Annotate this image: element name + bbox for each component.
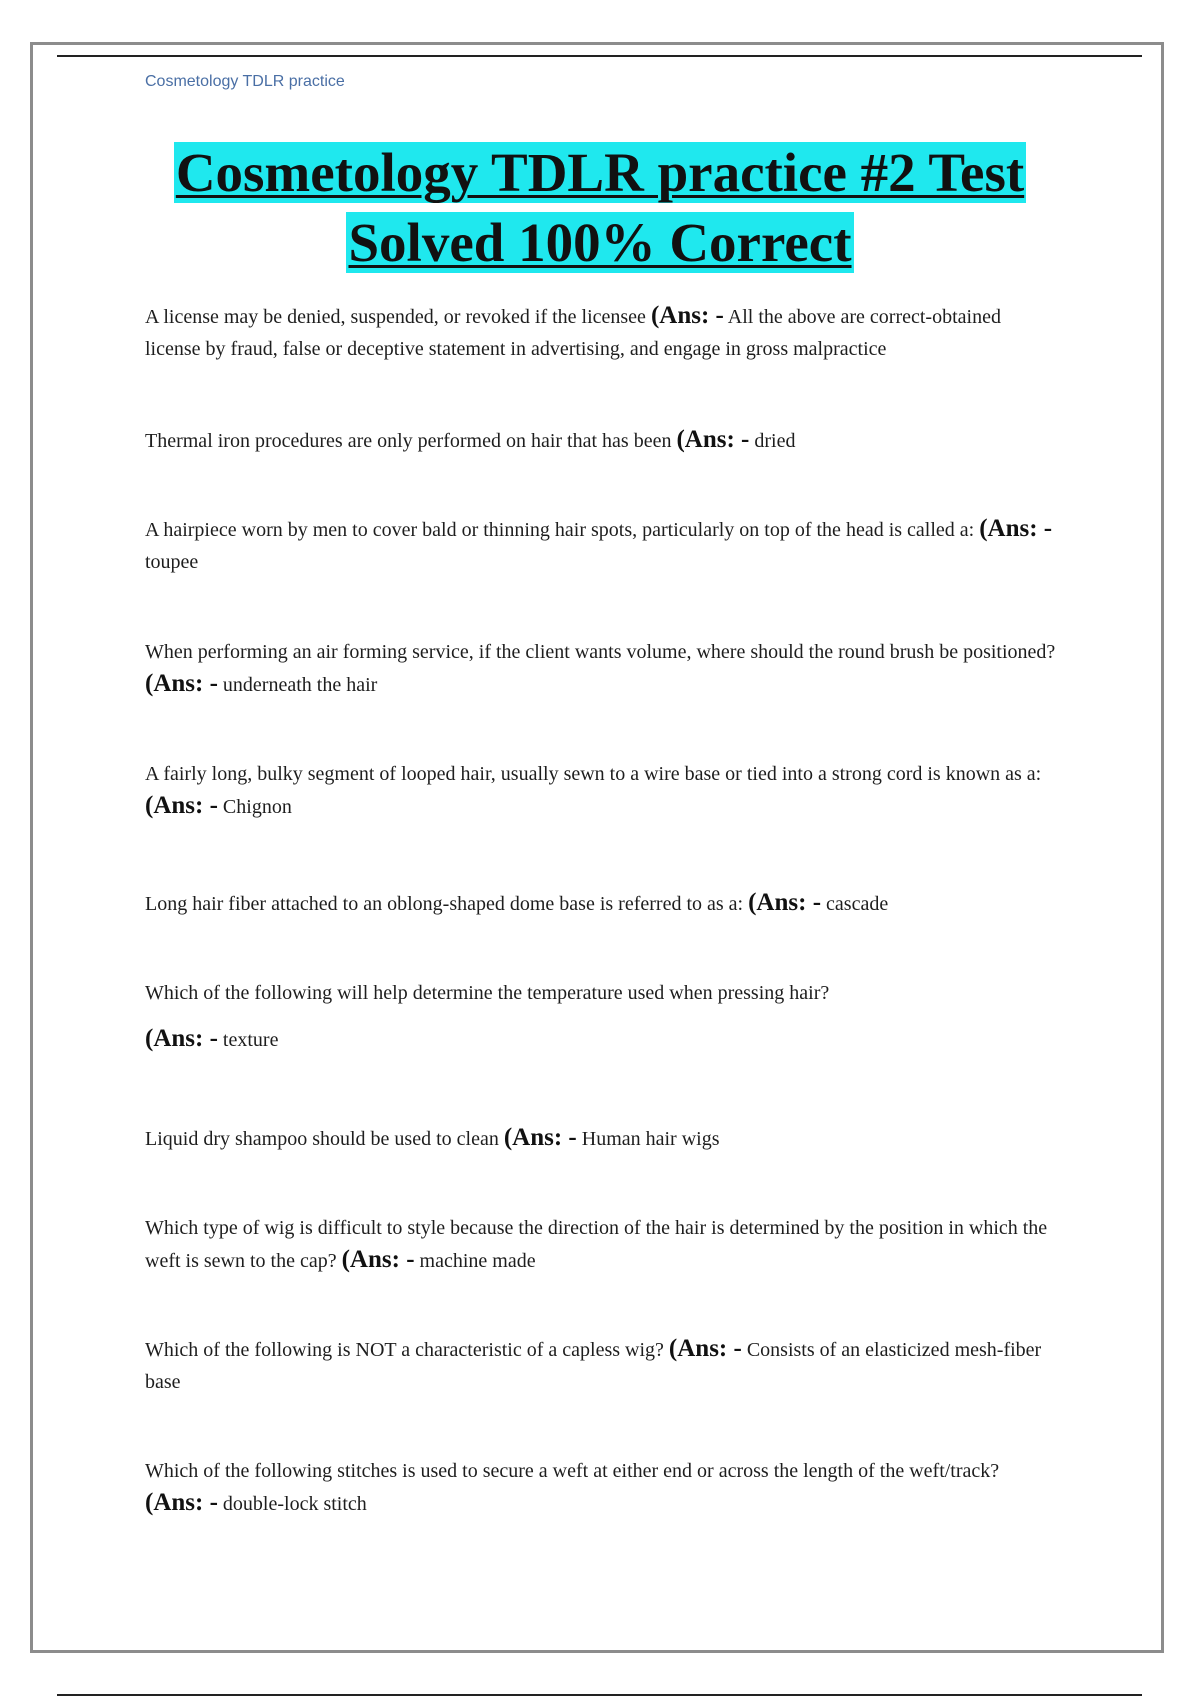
- question-item: [145, 1212, 1060, 1277]
- answer-text: machine made: [419, 1250, 536, 1272]
- answer-label: (Ans: -: [668, 1335, 742, 1362]
- question-item: [145, 887, 1060, 920]
- question-item: [145, 636, 1060, 701]
- answer-text: Chignon: [222, 796, 292, 818]
- question-text: Which type of wig is difficult to style because the direction of the hair is determined by the position in which the weft is sewn to the cap?: [145, 1217, 1048, 1272]
- answer-label: (Ans: -: [748, 889, 822, 916]
- answer-label: (Ans: -: [145, 792, 218, 819]
- question-text: A hairpiece worn by men to cover bald or thinning hair spots, particularly on top of the head is called a:: [145, 519, 975, 541]
- header-rule: [57, 55, 1142, 57]
- question-item: [145, 758, 1060, 823]
- question-item: [145, 977, 1060, 1056]
- question-text: Long hair fiber attached to an oblong-shaped dome base is referred to as a:: [145, 893, 744, 915]
- answer-text: double-lock stitch: [222, 1493, 367, 1515]
- question-text: Which of the following stitches is used to secure a weft at either end or across the length of the weft/track?: [145, 1460, 1000, 1482]
- answer-label: (Ans: -: [503, 1124, 577, 1151]
- answer-text: All the above are correct-obtained license by fraud, false or deceptive statement in advertising, and engage in gross malpractice: [145, 306, 1001, 360]
- answer-text: Human hair wigs: [581, 1128, 720, 1150]
- question-item: [145, 300, 1060, 365]
- question-text: A license may be denied, suspended, or revoked if the licensee: [145, 306, 646, 328]
- question-text: Liquid dry shampoo should be used to clean: [145, 1128, 499, 1150]
- page-frame: [30, 42, 1164, 1653]
- question-item: [145, 424, 1060, 457]
- question-text: Thermal iron procedures are only performed on hair that has been: [145, 430, 672, 452]
- answer-label: (Ans: -: [145, 670, 218, 697]
- answer-text: underneath the hair: [222, 674, 378, 696]
- title-line-2: Solved 100% Correct: [348, 212, 852, 273]
- answer-text: cascade: [826, 893, 889, 915]
- title-line-1: Cosmetology TDLR practice #2 Test: [175, 142, 1025, 203]
- answer-label: (Ans: -: [676, 426, 750, 453]
- answer-text: Consists of an elasticized mesh-fiber base: [145, 1339, 1042, 1393]
- question-text: Which of the following is NOT a characteristic of a capless wig?: [145, 1339, 664, 1361]
- answer-label: (Ans: -: [650, 302, 724, 329]
- question-text: Which of the following will help determine the temperature used when pressing hair?: [145, 982, 830, 1004]
- footer-rule: [57, 1694, 1142, 1696]
- page-title: [100, 138, 1100, 278]
- answer-label: (Ans: -: [341, 1246, 415, 1273]
- question-item: [145, 1455, 1060, 1520]
- answer-line: [145, 1023, 1060, 1056]
- answer-text: texture: [222, 1029, 279, 1051]
- question-item: [145, 1122, 1060, 1155]
- answer-text: dried: [754, 430, 796, 452]
- question-item: [145, 513, 1060, 578]
- question-text: When performing an air forming service, if the client wants volume, where should the round brush be positioned?: [145, 641, 1056, 663]
- question-text: A fairly long, bulky segment of looped hair, usually sewn to a wire base or tied into a strong cord is known as a:: [145, 763, 1042, 785]
- answer-label: (Ans: -: [145, 1489, 218, 1516]
- answer-label: (Ans: -: [145, 1025, 218, 1052]
- answer-label: (Ans: -: [979, 515, 1053, 542]
- question-item: [145, 1333, 1060, 1398]
- answer-text: toupee: [145, 551, 199, 573]
- running-header: Cosmetology TDLR practice: [145, 73, 345, 90]
